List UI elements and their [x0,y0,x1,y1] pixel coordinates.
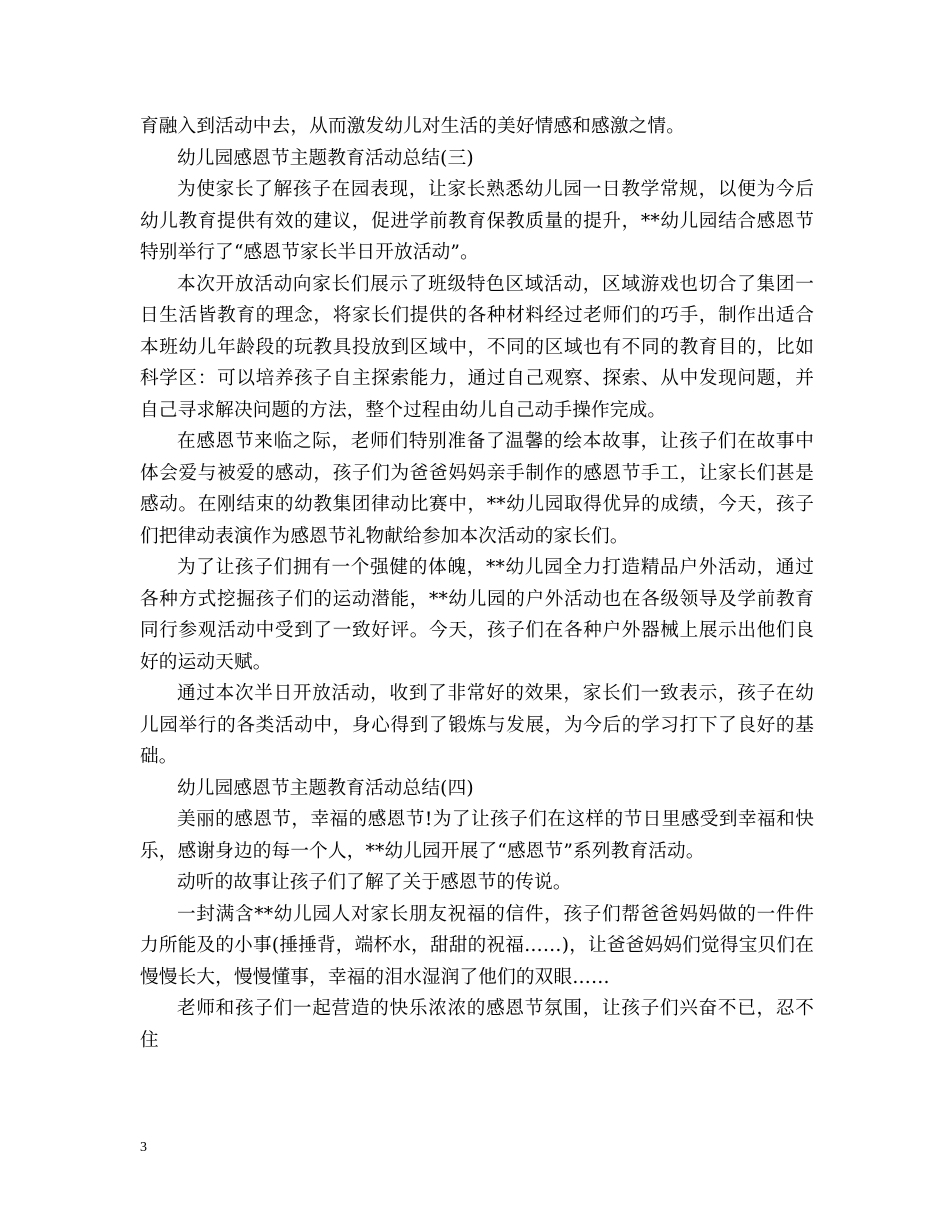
paragraph: 动听的故事让孩子们了解了关于感恩节的传说。 [177,872,572,893]
section-heading: 幼儿园感恩节主题教育活动总结(三) [177,147,474,169]
section-heading: 幼儿园感恩节主题教育活动总结(四) [177,777,474,799]
paragraph: 在感恩节来临之际，老师们特别准备了温馨的绘本故事，让孩子们在故事中体会爱与被爱的感动，孩子们为爸爸妈妈亲手制作的感恩节手工，让家长们甚是感动。在刚结束的幼教集团律动比赛中，**幼儿园取得优异的成绩，今天，孩子们把律动表演作为感恩节礼物献给参加本次活动的家长们。 [140,431,814,547]
paragraph: 通过本次半日开放活动，收到了非常好的效果，家长们一致表示，孩子在幼儿园举行的各类活动中，身心得到了锻炼与发展，为今后的学习打下了良好的基础。 [140,683,814,767]
paragraph: 老师和孩子们一起营造的快乐浓浓的感恩节氛围，让孩子们兴奋不已，忍不住 [140,998,814,1051]
paragraph: 为了让孩子们拥有一个强健的体魄，**幼儿园全力打造精品户外活动，通过各种方式挖掘孩子们的运动潜能，**幼儿园的户外活动也在各级领导及学前教育同行参观活动中受到了一致好评。今天，孩子们在各种户外器械上展示出他们良好的运动天赋。 [140,557,814,673]
page-number: 3 [140,1140,147,1155]
document-body [140,111,814,1056]
paragraph: 一封满含**幼儿园人对家长朋友祝福的信件，孩子们帮爸爸妈妈做的一件件力所能及的小事(捶捶背，端杯水，甜甜的祝福……)，让爸爸妈妈们觉得宝贝们在慢慢长大，慢慢懂事，幸福的泪水湿润了他们的双眼…… [140,903,814,988]
paragraph: 为使家长了解孩子在园表现，让家长熟悉幼儿园一日教学常规，以便为今后幼儿教育提供有效的建议，促进学前教育保教质量的提升，**幼儿园结合感恩节特别举行了“感恩节家长半日开放活动”。 [140,179,814,263]
paragraph: 美丽的感恩节，幸福的感恩节!为了让孩子们在这样的节日里感受到幸福和快乐，感谢身边的每一个人，**幼儿园开展了“感恩节”系列教育活动。 [140,809,814,862]
paragraph: 育融入到活动中去，从而激发幼儿对生活的美好情感和感激之情。 [140,116,686,137]
paragraph: 本次开放活动向家长们展示了班级特色区域活动，区域游戏也切合了集团一日生活皆教育的理念，将家长们提供的各种材料经过老师们的巧手，制作出适合本班幼儿年龄段的玩教具投放到区域中，不同的区域也有不同的教育目的，比如科学区：可以培养孩子自主探索能力，通过自己观察、探索、从中发现问题，并自己寻求解决问题的方法，整个过程由幼儿自己动手操作完成。 [140,273,814,421]
